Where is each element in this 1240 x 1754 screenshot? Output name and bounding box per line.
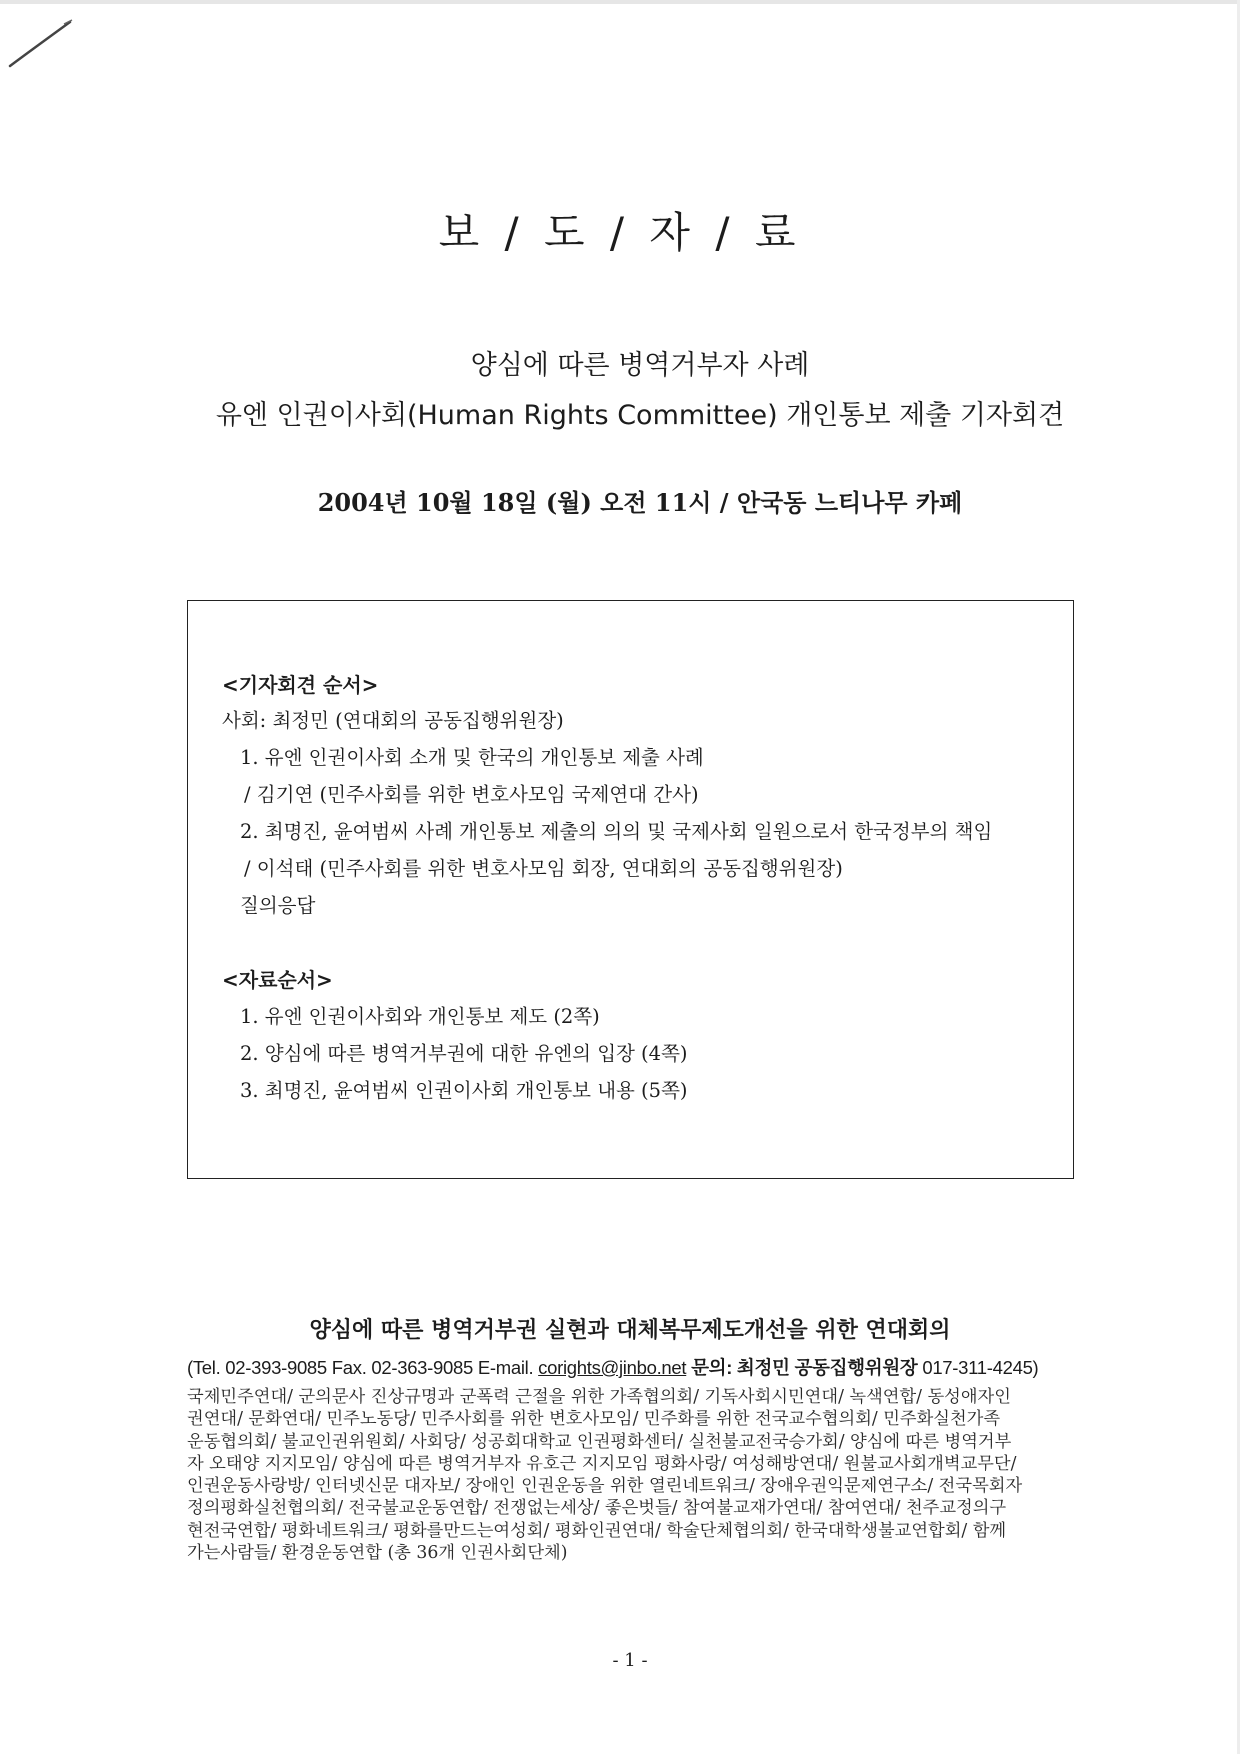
agenda-item-1-speaker: / 김기연 (민주사회를 위한 변호사모임 국제연대 간사)	[244, 783, 699, 806]
press-conference-order-heading: <기자회견 순서>	[222, 673, 379, 697]
members-line: 인권운동사랑방/ 인터넷신문 대자보/ 장애인 인권운동을 위한 열린네트워크/ 장애우권익문제연구소/ 전국목회자	[187, 1476, 1023, 1497]
materials-item-1: 1. 유엔 인권이사회와 개인통보 제도 (2쪽)	[240, 1005, 600, 1028]
contact-label: 문의: 최정민 공동집행위원장	[686, 1357, 918, 1378]
moderator-line: 사회: 최정민 (연대회의 공동집행위원장)	[222, 709, 564, 732]
materials-order-heading: <자료순서>	[222, 968, 333, 992]
page-number: - 1 -	[612, 1650, 648, 1671]
schedule-box	[187, 600, 1074, 1179]
pen-stroke-mark	[4, 14, 84, 74]
members-line: 권연대/ 문화연대/ 민주노동당/ 민주사회를 위한 변호사모임/ 민주화를 위한 전국교수협의회/ 민주화실천가족	[187, 1409, 1001, 1430]
members-line: 국제민주연대/ 군의문사 진상규명과 군폭력 근절을 위한 가족협의회/ 기독사회시민연대/ 녹색연합/ 동성애자인	[187, 1387, 1011, 1407]
agenda-item-2: 2. 최명진, 윤여범씨 사례 개인통보 제출의 의의 및 국제사회 일원으로서 한국정부의 책임	[240, 820, 993, 843]
contact-tel-fax: (Tel. 02-393-9085 Fax. 02-363-9085 E-mail.	[187, 1357, 539, 1378]
qa-line: 질의응답	[240, 894, 316, 917]
subtitle-line-1: 양심에 따른 병역거부자 사례	[470, 350, 810, 381]
contact-line	[187, 1354, 1038, 1380]
organization-name: 양심에 따른 병역거부권 실현과 대체복무제도개선을 위한 연대회의	[309, 1317, 951, 1343]
document-title: 보 / 도 / 자 / 료	[438, 208, 802, 257]
members-line: 정의평화실천협의회/ 전국불교운동연합/ 전쟁없는세상/ 좋은벗들/ 참여불교재가연대/ 참여연대/ 천주교정의구	[187, 1498, 1007, 1519]
event-date-location: 2004년 10월 18일 (월) 오전 11시 / 안국동 느티나무 카페	[317, 488, 963, 517]
members-line: 현전국연합/ 평화네트워크/ 평화를만드는여성회/ 평화인권연대/ 학술단체협의회/ 한국대학생불교연합회/ 함께	[187, 1520, 1007, 1541]
agenda-item-2-speaker: / 이석태 (민주사회를 위한 변호사모임 회장, 연대회의 공동집행위원장)	[244, 857, 843, 880]
contact-phone: 017-311-4245)	[917, 1357, 1039, 1378]
materials-item-2: 2. 양심에 따른 병역거부권에 대한 유엔의 입장 (4쪽)	[240, 1042, 688, 1065]
agenda-item-1: 1. 유엔 인권이사회 소개 및 한국의 개인통보 제출 사례	[240, 746, 704, 769]
members-line: 자 오태양 지지모임/ 양심에 따른 병역거부자 유호근 지지모임 평화사랑/ 여성해방연대/ 원불교사회개벽교무단/	[187, 1453, 1017, 1474]
members-line: 운동협의회/ 불교인권위원회/ 사회당/ 성공회대학교 인권평화센터/ 실천불교전국승가회/ 양심에 따른 병역거부	[187, 1431, 1012, 1452]
members-line: 가는사람들/ 환경운동연합 (총 36개 인권사회단체)	[187, 1543, 568, 1564]
contact-email-link[interactable]: corights@jinbo.net	[538, 1357, 687, 1378]
subtitle-line-2: 유엔 인권이사회(Human Rights Committee) 개인통보 제출 기자회견	[215, 400, 1065, 431]
scan-edge-top	[0, 0, 1240, 4]
materials-item-3: 3. 최명진, 윤여범씨 인권이사회 개인통보 내용 (5쪽)	[240, 1079, 688, 1102]
member-organizations	[187, 1386, 1072, 1564]
